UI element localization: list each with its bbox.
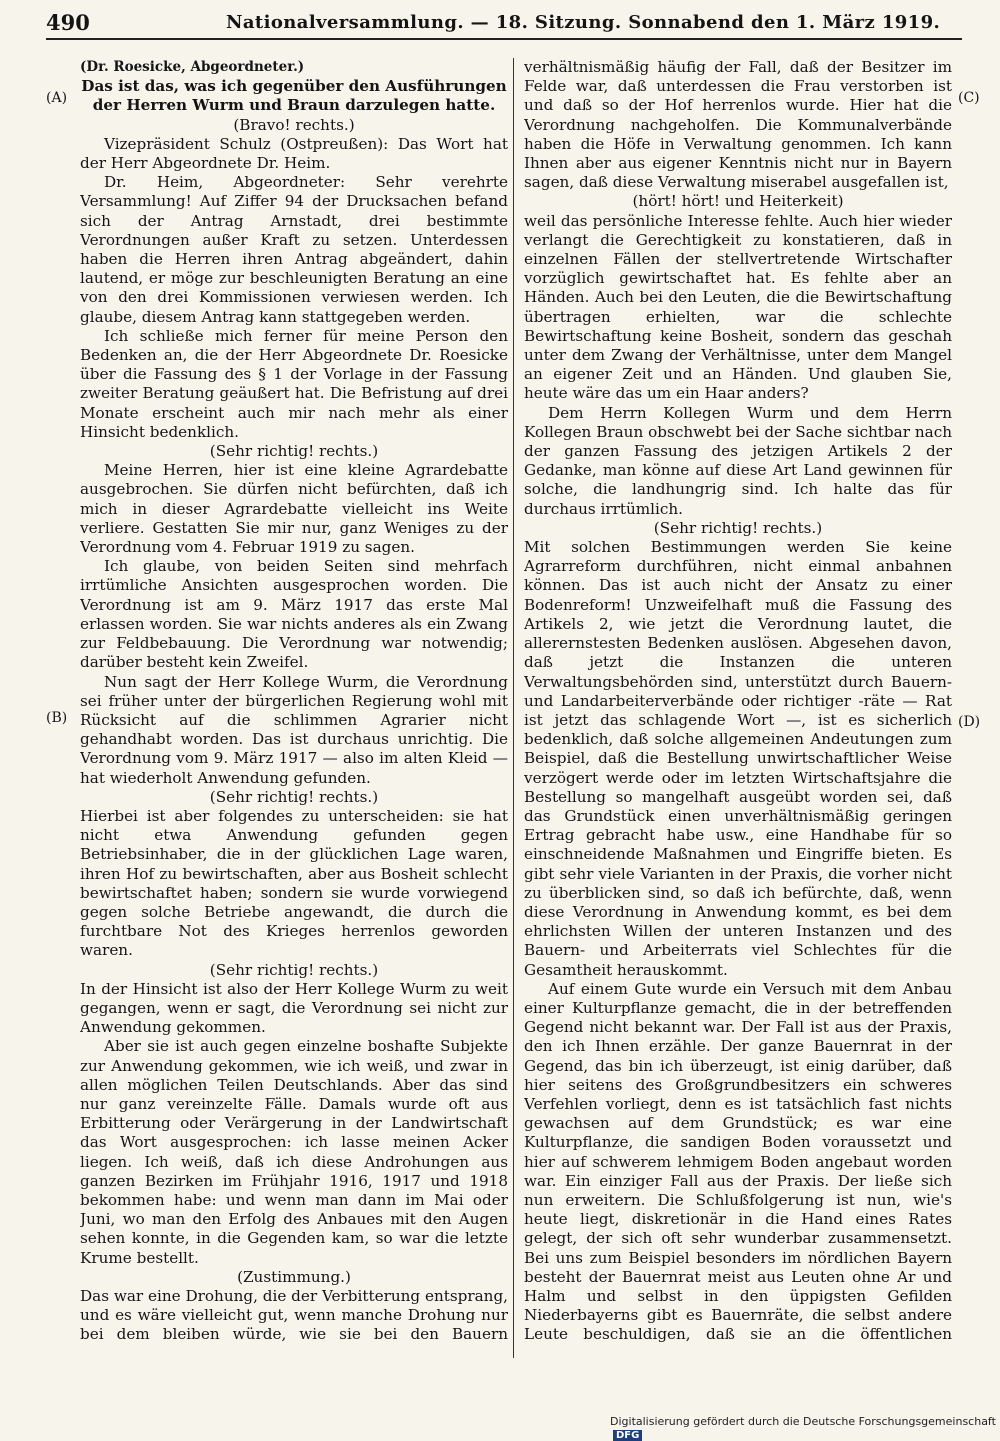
paragraph: In der Hinsicht ist also der Herr Kollege Wurm zu weit gegangen, wenn er sagt, die Verordnung sei nicht zur Anwendung gekommen. xyxy=(80,979,508,1037)
page-header xyxy=(46,10,962,40)
right-column xyxy=(524,58,952,1343)
paragraph: Ich glaube, von beiden Seiten sind mehrfach irrtümliche Ansichten ausgesprochen worden. Die Verordnung ist am 9. März 1917 das erste Mal erlassen worden. Sie war nichts anderes als ein Zwang zur Feldbebauung. Die Verordnung war notwendig; darüber besteht kein Zweifel. xyxy=(80,557,508,672)
interjection: (Sehr richtig! rechts.) xyxy=(209,960,379,979)
interjection: (Bravo! rechts.) xyxy=(233,115,355,134)
paragraph: verhältnismäßig häufig der Fall, daß der Besitzer im Felde war, daß unterdessen die Frau verstorben ist und daß so der Hof herrenlos wurde. Hier hat die Verordnung nachgeholfen. Die Kommunalverbände haben die Höfe in Verwaltung genommen. Ich kann Ihnen aber aus eigener Kenntnis nicht nur in Bayern sagen, daß diese Verwaltung miserabel ausgefallen ist, xyxy=(524,58,952,192)
paragraph: Dem Herrn Kollegen Wurm und dem Herrn Kollegen Braun obschwebt bei der Sache sichtbar nach der ganzen Fassung des jetzigen Artikels 2 der Gedanke, man könne auf diese Art Land gewinnen für solche, die landhungrig sind. Ich halte das für durchaus irrtümlich. xyxy=(524,403,952,518)
running-title: Nationalversammlung. — 18. Sitzung. Sonnabend den 1. März 1919. xyxy=(226,12,941,33)
page-number: 490 xyxy=(46,10,90,35)
paragraph: Vizepräsident Schulz (Ostpreußen): Das Wort hat der Herr Abgeordnete Dr. Heim. xyxy=(80,134,508,173)
digitization-credit xyxy=(610,1415,1000,1441)
margin-marker-d: (D) xyxy=(958,714,981,730)
interjection: (Sehr richtig! rechts.) xyxy=(653,518,823,537)
paragraph: Aber sie ist auch gegen einzelne boshafte Subjekte zur Anwendung gekommen, wie ich weiß, und zwar in allen möglichen Teilen Deutschlands. Aber das sind nur ganz vereinzelte Fälle. Damals wurde oft aus Erbitterung oder Verärgerung in der Landwirtschaft das Wort ausgesprochen: ich lasse meinen Acker liegen. Ich weiß, daß ich diese Androhungen aus ganzen Bezirken im Frühjahr 1916, 1917 und 1918 bekommen habe: und wenn man dann im Mai oder Juni, wo man den Erfolg des Anbaues mit den Augen sehen konnte, in die Gegenden kam, so war die letzte Krume bestellt. xyxy=(80,1037,508,1267)
interjection: (hört! hört! und Heiterkeit) xyxy=(632,192,844,211)
paragraph: weil das persönliche Interesse fehlte. Auch hier wieder verlangt die Gerechtigkeit zu konstatieren, daß in einzelnen Fällen der stellvertretende Wirtschafter vorzüglich gewirtschaftet hat. Es fehlte aber an Händen. Auch bei den Leuten, die die Bewirtschaftung übertragen erhielten, war die schlechte Bewirtschaftung keine Bosheit, sondern das geschah unter dem Zwang der Verhältnisse, unter dem Mangel an eigener Zeit und an Händen. Und glauben Sie, heute wäre das um ein Haar anders? xyxy=(524,211,952,403)
paragraph: Hierbei ist aber folgendes zu unterscheiden: sie hat nicht etwa Anwendung gefunden gegen Betriebsinhaber, die in der glücklichen Lage waren, ihren Hof zu bewirtschaften, aber aus Bosheit schlecht bewirtschaftet haben; sondern sie wurde vorwiegend gegen solche Betriebe angewandt, die durch die furchtbare Not des Krieges herrenlos geworden waren. xyxy=(80,806,508,960)
paragraph: Auf einem Gute wurde ein Versuch mit dem Anbau einer Kulturpflanze gemacht, die in der betreffenden Gegend nicht bekannt war. Der Fall ist aus der Praxis, den ich Ihnen erzähle. Der ganze Bauernrat in der Gegend, das bin ich überzeugt, ist einig darüber, daß hier seitens des Großgrundbesitzers ein schweres Verfehlen vorliegt, denn es ist tatsächlich fast nichts gewachsen auf dem Grundstück; es war eine Kulturpflanze, die sandigen Boden voraussetzt und hier auf schwerem lehmigem Boden angebaut worden war. Ein einziger Fall aus der Praxis. Der ließe sich nun erweitern. Die Schlußfolgerung ist nun, wie's heute liegt, diskretionär in die Hand eines Rates gelegt, der sich oft sehr wunderbar zusammensetzt. Bei uns zum Beispiel besonders im nördlichen Bayern besteht der Bauernrat meist aus Leuten ohne Ar und Halm und selbst in den üppigsten Gefilden Niederbayerns gibt es Bauernräte, die selbst andere Leute beschuldigen, daß sie an die öffentlichen xyxy=(524,979,952,1343)
margin-marker-c: (C) xyxy=(958,90,980,106)
paragraph: Das ist das, was ich gegenüber den Ausführungen der Herren Wurm und Braun darzulegen hatte. xyxy=(81,77,507,115)
paragraph: Nun sagt der Herr Kollege Wurm, die Verordnung sei früher unter der bürgerlichen Regierung wohl mit Rücksicht auf die schlimmen Agrarier nicht gehandhabt worden. Das ist durchaus unrichtig. Die Verordnung vom 9. März 1917 — also im alten Kleid — hat wiederholt Anwendung gefunden. xyxy=(80,672,508,787)
credit-text: Digitalisierung gefördert durch die Deutsche Forschungsgemeinschaft xyxy=(610,1415,996,1428)
interjection: (Sehr richtig! rechts.) xyxy=(209,442,379,461)
paragraph: Dr. Heim, Abgeordneter: Sehr verehrte Versammlung! Auf Ziffer 94 der Drucksachen befand sich der Antrag Arnstadt, drei bestimmte Verordnungen außer Kraft zu setzen. Unterdessen haben die Herren ihren Antrag abgeändert, dahin lautend, er möge zur beschleunigten Beratung an eine von den drei Kommissionen verwiesen werden. Ich glaube, diesem Antrag kann stattgegeben werden. xyxy=(80,173,508,326)
margin-marker-a: (A) xyxy=(46,90,68,106)
column-divider xyxy=(513,58,514,1358)
paragraph: Mit solchen Bestimmungen werden Sie keine Agrarreform durchführen, nicht einmal anbahnen können. Das ist auch nicht der Ansatz zu einer Bodenreform! Unzweifelhaft muß die Fassung des Artikels 2, wie jetzt die Verordnung lautet, die allerernstesten Bedenken auslösen. Abgesehen davon, daß jetzt die Instanzen die unteren Verwaltungsbehörden sind, unterstützt durch Bauern- und Landarbeiterverbände oder richtiger -räte — Rat ist jetzt das schlagende Wort —, ist es sicherlich bedenklich, daß solche allgemeinen Andeutungen zum Beispiel, daß die Bestellung unwirtschaftlicher Weise verzögert werde oder im letzten Wirtschaftsjahre die Bestellung so mangelhaft ausgeübt worden sei, daß das Grundstück einen unverhältnismäßig geringen Ertrag gebracht habe usw., eine Handhabe für so einschneidende Maßnahmen und Eingriffe bieten. Es gibt sehr viele Varianten in der Praxis, die vorher nicht zu überblicken sind, so daß ich befürchte, daß, wenn diese Verordnung in Anwendung kommt, es bei dem ehrlichsten Willen der unteren Instanzen und des Bauern- und Arbeiterrats viel Schlechtes für die Gesamtheit herauskommt. xyxy=(524,538,952,979)
margin-marker-b: (B) xyxy=(46,710,68,726)
left-column xyxy=(80,58,508,1343)
speaker-line: (Dr. Roesicke, Abgeordneter.) xyxy=(80,59,305,75)
paragraph: Meine Herren, hier ist eine kleine Agrardebatte ausgebrochen. Sie dürfen nicht befürchten, daß ich mich in dieser Agrardebatte vielleicht ins Weite verliere. Gestatten Sie mir nur, ganz Weniges zu der Verordnung vom 4. Februar 1919 zu sagen. xyxy=(80,461,508,557)
interjection: (Zustimmung.) xyxy=(237,1267,351,1286)
paragraph: Ich schließe mich ferner für meine Person den Bedenken an, die der Herr Abgeordnete Dr. Roesicke über die Fassung des § 1 der Vorlage in der Fassung zweiter Beratung geäußert hat. Die Befristung auf drei Monate erscheint auch mir nach mehr als einer Hinsicht bedenklich. xyxy=(80,326,508,441)
dfg-logo: DFG xyxy=(613,1430,642,1441)
interjection: (Sehr richtig! rechts.) xyxy=(209,787,379,806)
paragraph: Das war eine Drohung, die der Verbitterung entsprang, und es wäre vielleicht gut, wenn manche Drohung nur bei dem bleiben würde, wie sie bei den Bauern xyxy=(80,1287,508,1343)
